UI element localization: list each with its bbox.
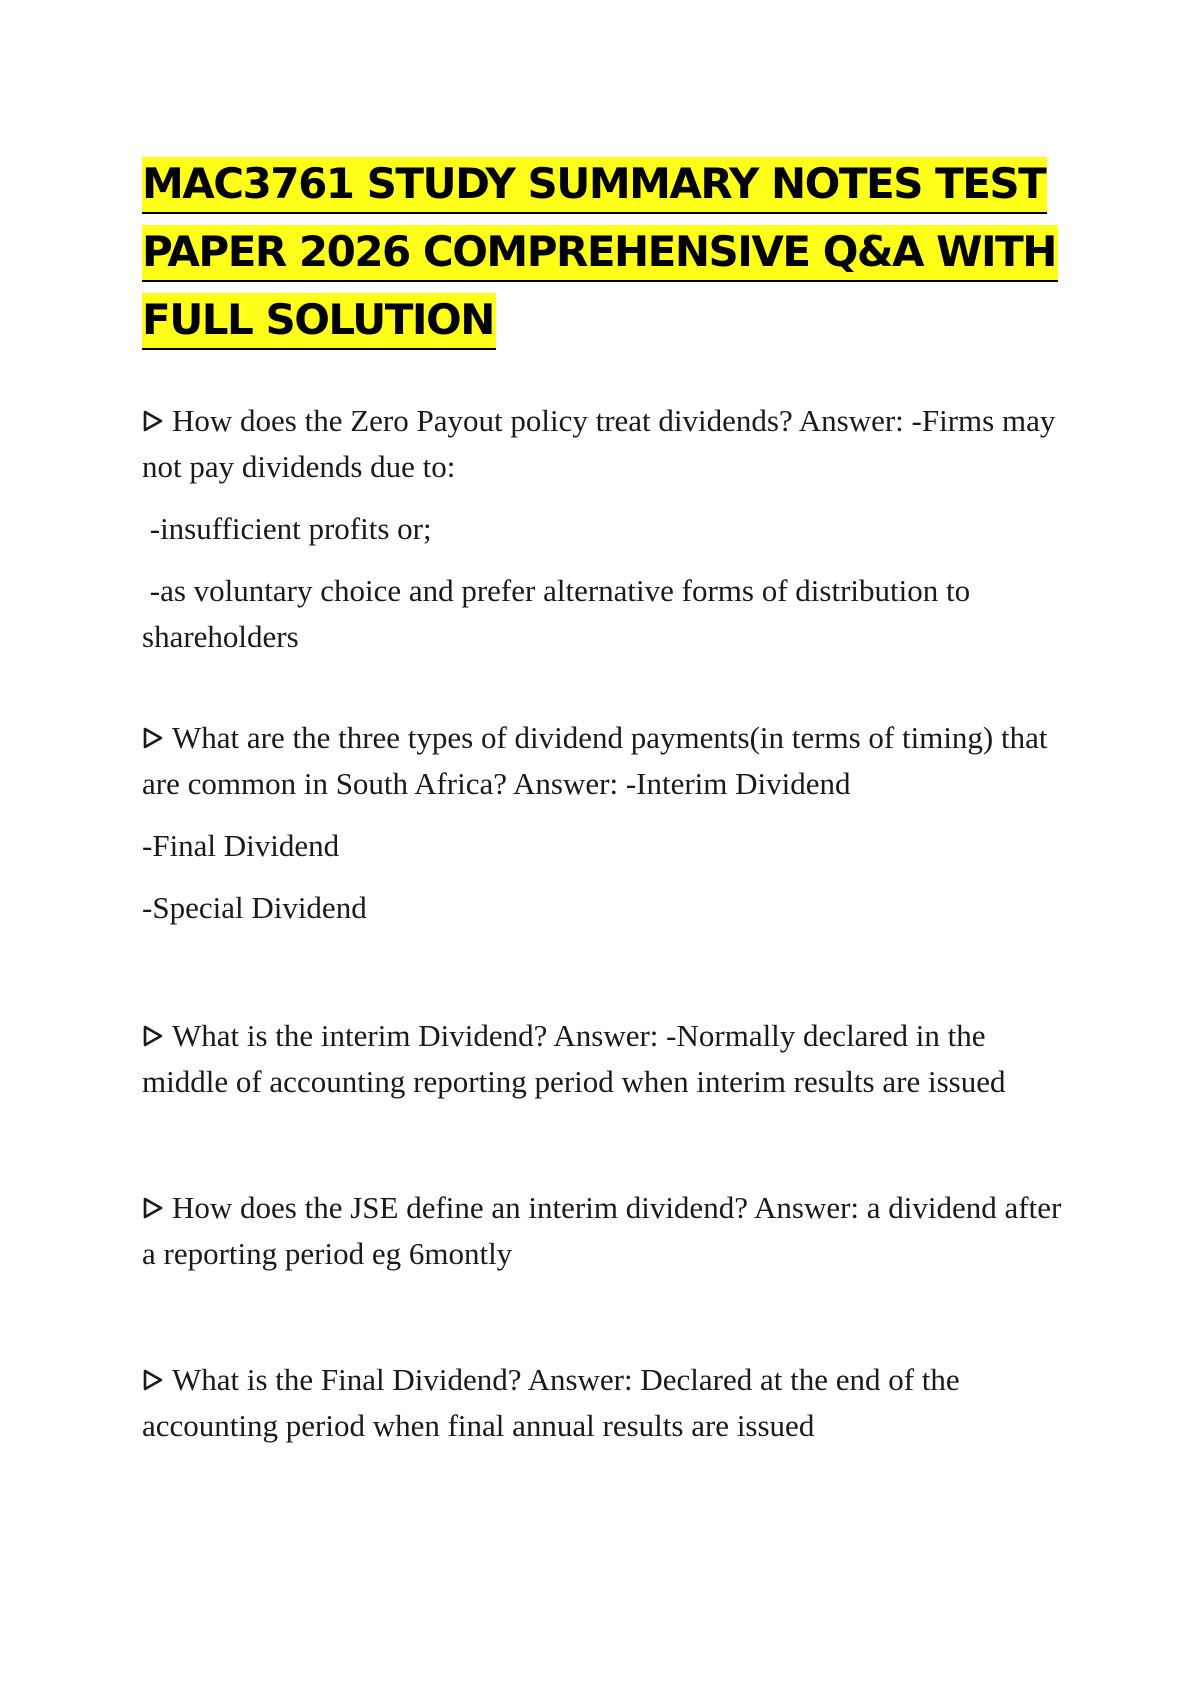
qa-question-text: How does the JSE define an interim dividend? Answer: a dividend after a reporting period eg 6montly	[142, 1190, 1062, 1271]
qa-item	[142, 715, 1072, 931]
qa-question	[142, 1185, 1072, 1277]
qa-question	[142, 715, 1072, 807]
qa-answer-line: -Special Dividend	[142, 890, 367, 925]
qa-question-text: What is the interim Dividend? Answer: -Normally declared in the middle of accounting reporting period when interim results are issued	[142, 1018, 1006, 1099]
document-title	[142, 150, 1072, 354]
qa-item	[142, 1185, 1072, 1277]
qa-item	[142, 1013, 1072, 1105]
triangle-arrow-outline-icon	[142, 726, 164, 750]
qa-question	[142, 1013, 1072, 1105]
qa-question-text: What is the Final Dividend? Answer: Declared at the end of the accounting period when final annual results are issued	[142, 1362, 960, 1443]
qa-question-text: How does the Zero Payout policy treat dividends? Answer: -Firms may not pay dividends due to:	[142, 403, 1056, 484]
qa-answer-line: -Final Dividend	[142, 828, 340, 863]
qa-question	[142, 1357, 1072, 1449]
qa-item	[142, 398, 1072, 660]
triangle-arrow-outline-icon	[142, 409, 164, 433]
triangle-arrow-outline-icon	[142, 1196, 164, 1220]
triangle-arrow-outline-icon	[142, 1368, 164, 1392]
qa-answer-line: -as voluntary choice and prefer alternative forms of distribution to shareholders	[142, 573, 978, 654]
triangle-arrow-outline-icon	[142, 1024, 164, 1048]
qa-question-text: What are the three types of dividend payments(in terms of timing) that are common in South Africa? Answer: -Interim Dividend	[142, 720, 1048, 801]
qa-answer-line: -insufficient profits or;	[142, 511, 432, 546]
qa-item	[142, 1357, 1072, 1449]
qa-question	[142, 398, 1072, 490]
title-highlight: MAC3761 STUDY SUMMARY NOTES TEST PAPER 2026 COMPREHENSIVE Q&A WITH FULL SOLUTION	[142, 157, 1058, 350]
